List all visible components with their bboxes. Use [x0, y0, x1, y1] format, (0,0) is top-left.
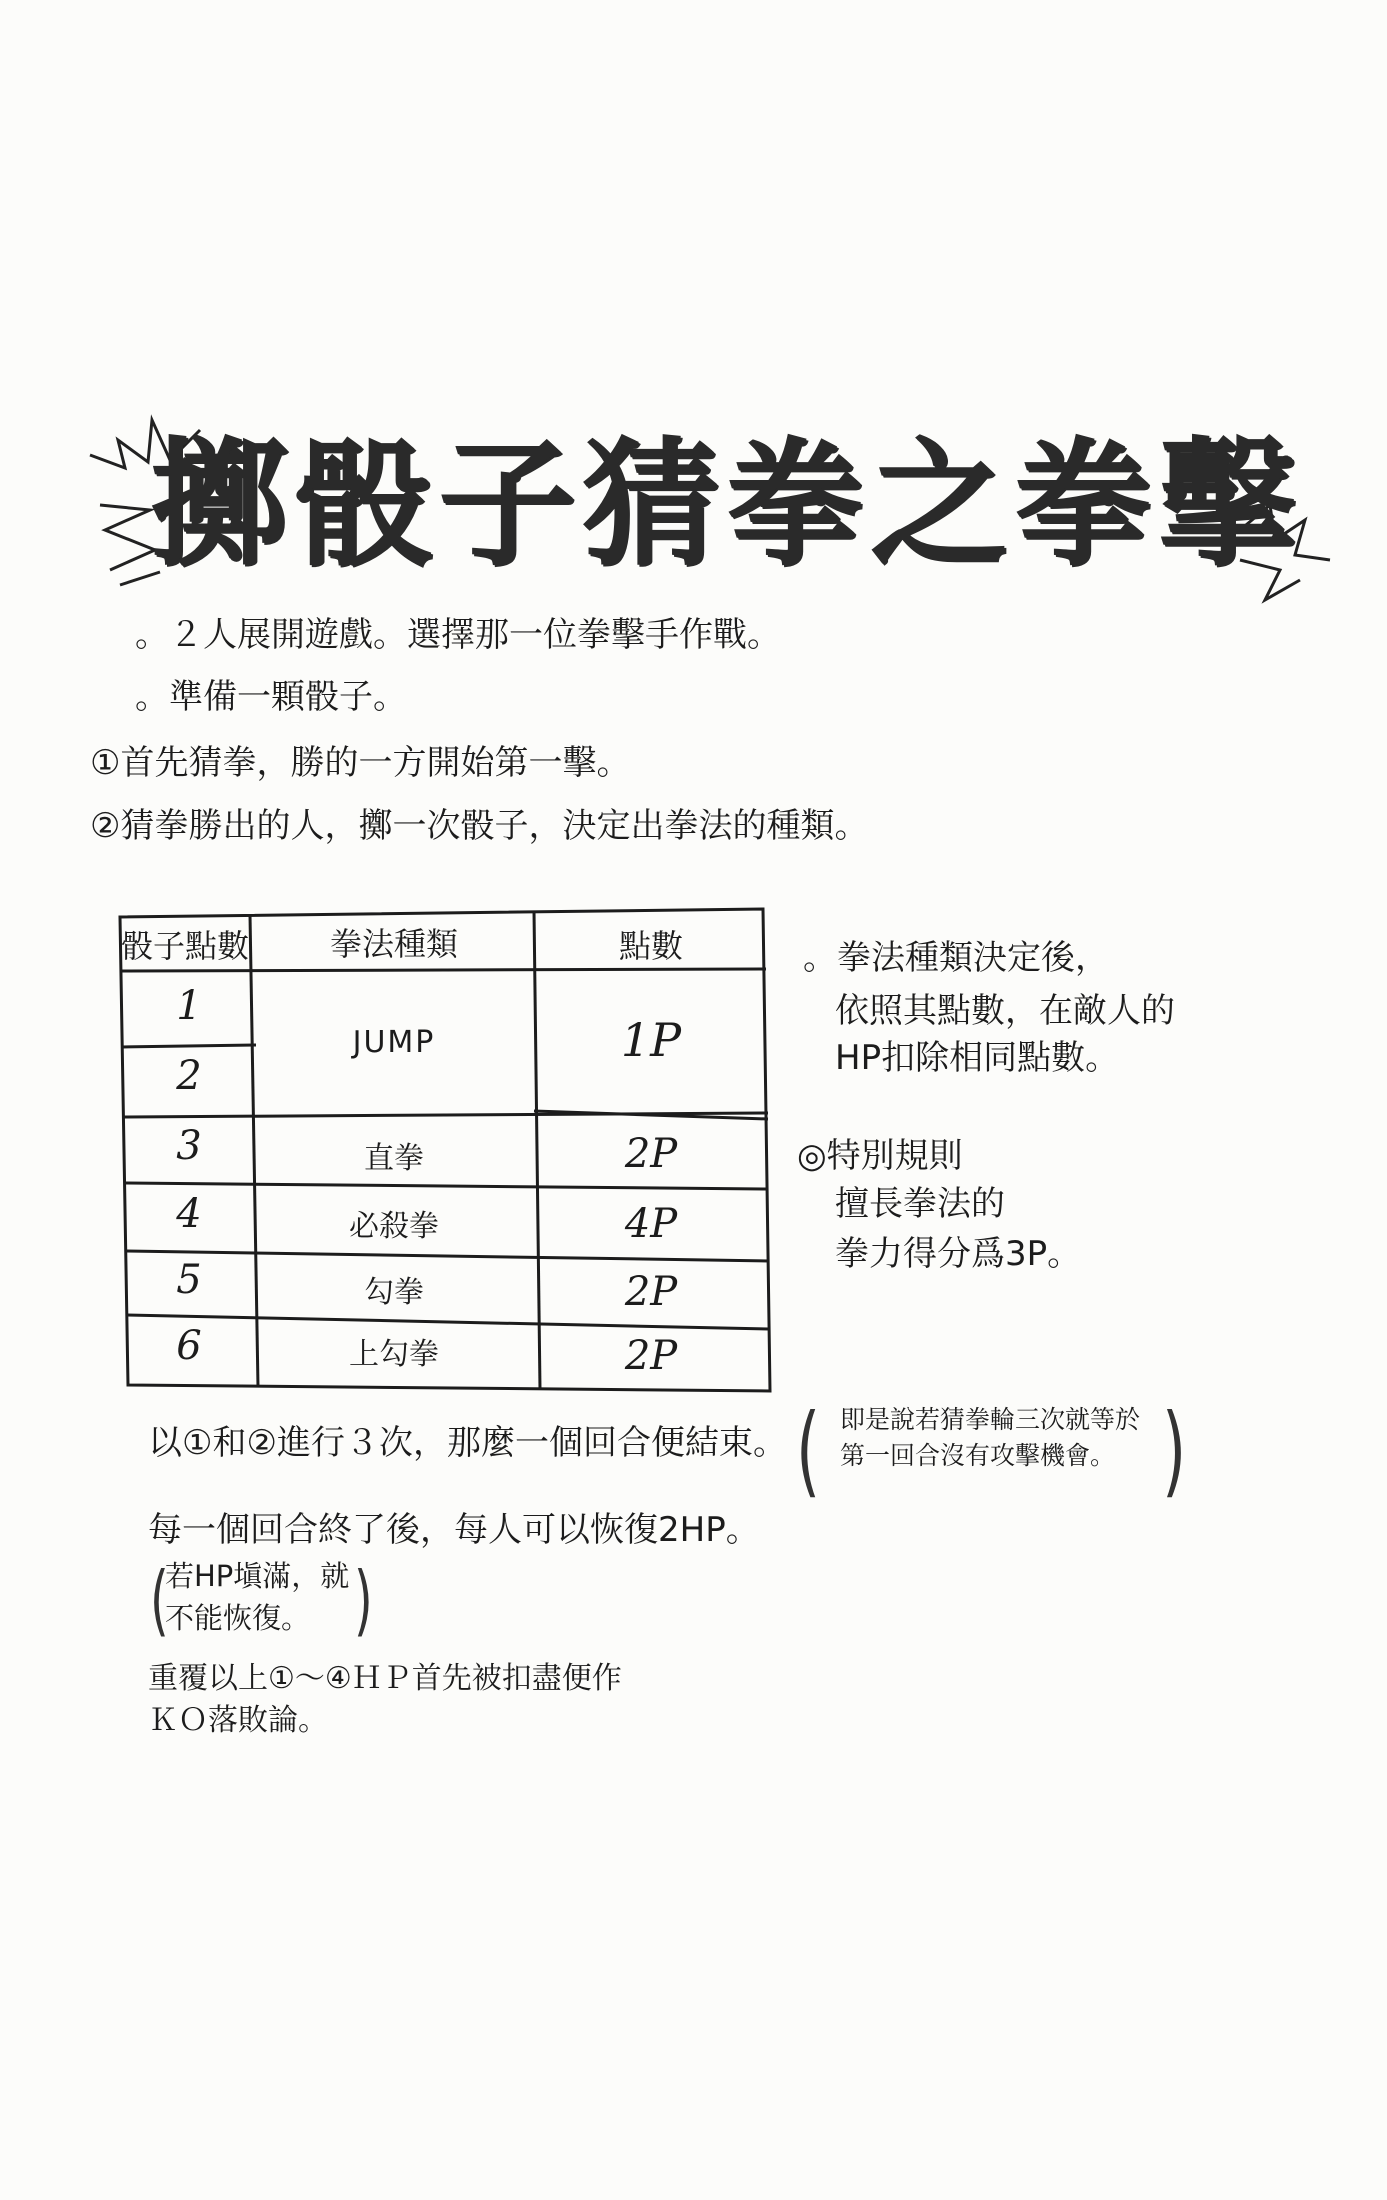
table-cell-dice-5: 5 [176, 1257, 202, 1303]
round-note-open-paren: ( [796, 1391, 821, 1509]
recover-note-line-2: 不能恢復。 [165, 1601, 311, 1635]
recover-rule: 每一個回合終了後，每人可以恢復2HP。 [148, 1510, 760, 1550]
table-header-type: 拳法種類 [329, 925, 458, 963]
table-cell-points-jump: 1P [620, 1013, 682, 1067]
round-note-close-paren: ) [1162, 1391, 1187, 1509]
special-rule-line-2: 拳力得分爲3P。 [835, 1234, 1082, 1274]
table-header-points: 點數 [618, 927, 683, 965]
recover-note [165, 1555, 349, 1639]
special-rule-line-1: 擅長拳法的 [835, 1184, 1005, 1224]
recover-note-open-paren: ( [150, 1556, 169, 1646]
page-title: 擲骰子猜拳之拳擊 [150, 424, 1303, 585]
recover-note-line-1: 若HP塡滿，就 [165, 1559, 350, 1593]
table-cell-points-4: 4P [624, 1201, 678, 1247]
intro-line-dice: 。準備一顆骰子。 [135, 677, 407, 717]
table-cell-type-4: 必殺拳 [349, 1209, 439, 1244]
rule-step-1: ①首先猜拳，勝的一方開始第一擊。 [90, 743, 631, 783]
round-note-line-1: 即是說若猜拳輪三次就等於 [840, 1405, 1141, 1434]
recover-note-close-paren: ) [354, 1556, 373, 1646]
table-cell-points-3: 2P [624, 1131, 678, 1177]
side-note-line-3: HP扣除相同點數。 [835, 1038, 1120, 1078]
table-cell-dice-2: 2 [176, 1053, 202, 1099]
table-cell-dice-6: 6 [176, 1323, 202, 1369]
table-cell-type-6: 上勾拳 [349, 1337, 439, 1372]
side-note-line-2: 依照其點數，在敵人的 [835, 991, 1175, 1031]
dice-table [118, 905, 778, 1393]
table-cell-dice-3: 3 [176, 1123, 202, 1169]
table-cell-dice-4: 4 [176, 1191, 202, 1237]
round-note [840, 1402, 1140, 1474]
table-cell-type-3: 直拳 [364, 1141, 424, 1176]
table-cell-type-5: 勾拳 [364, 1275, 424, 1310]
table-cell-points-6: 2P [624, 1333, 678, 1379]
side-note-line-1: 。拳法種類決定後， [803, 938, 1109, 978]
intro-line-players: 。２人展開遊戲。選擇那一位拳擊手作戰。 [135, 615, 781, 655]
table-cell-type-jump: JUMP [352, 1025, 436, 1060]
ko-rule-line-1: 重覆以上①～④ＨＰ首先被扣盡便作 [148, 1661, 622, 1696]
rule-step-2: ②猜拳勝出的人，擲一次骰子，決定出拳法的種類。 [90, 806, 869, 846]
special-rule-title: ◎特別規則 [797, 1136, 963, 1176]
ko-rule-line-2: ＫＯ落敗論。 [148, 1703, 328, 1738]
table-header-dice: 骰子點數 [120, 927, 249, 965]
round-note-line-2: 第一回合沒有攻擊機會。 [840, 1441, 1116, 1470]
table-cell-points-5: 2P [624, 1269, 678, 1315]
table-cell-dice-1: 1 [176, 983, 202, 1029]
round-rule: 以①和②進行３次，那麼一個回合便結束。 [148, 1423, 787, 1463]
